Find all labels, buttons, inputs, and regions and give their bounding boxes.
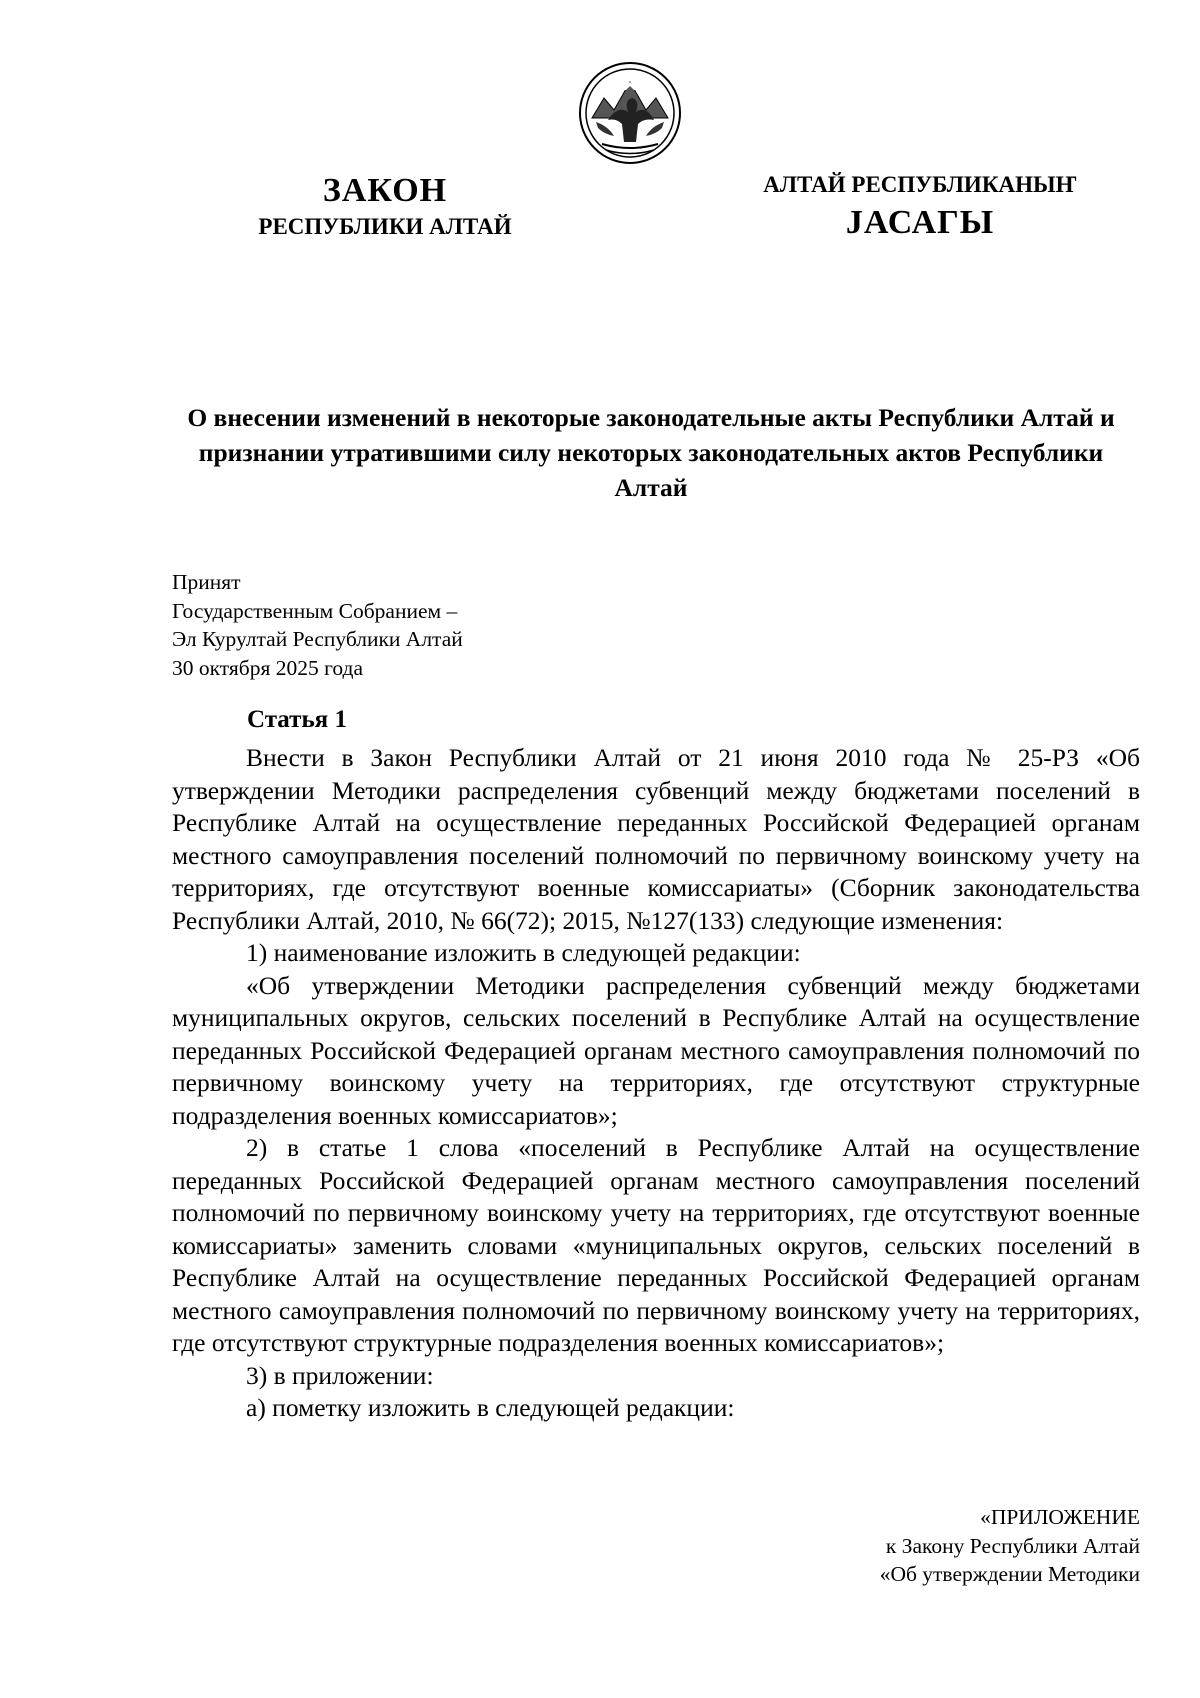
republic-heading: РЕСПУБЛИКИ АЛТАЙ	[258, 214, 512, 239]
appendix-line: «ПРИЛОЖЕНИЕ	[980, 1505, 1140, 1529]
emblem-icon	[578, 60, 682, 166]
header-right	[740, 170, 1100, 246]
document-title: О внесении изменений в некоторые законодательные акты Республики Алтай и признании утратившими силу некоторых законодательных актов Республики Алтай	[187, 403, 1115, 502]
altai-republic-heading: АЛТАЙ РЕСПУБЛИКАНЫҤ	[763, 172, 1077, 197]
article-paragraph: 3) в приложении:	[246, 1360, 434, 1390]
adoption-date: 30 октября 2025 года	[172, 655, 364, 680]
jasagy-heading: JАСАГЫ	[845, 204, 995, 241]
law-heading: ЗАКОН	[322, 172, 448, 209]
header-left	[255, 170, 515, 242]
article-heading: Статья 1	[247, 706, 347, 733]
article-paragraph: а) пометку изложить в следующей редакции:	[246, 1393, 735, 1422]
adopted-line: Принят	[172, 570, 241, 594]
adopted-by-line: Государственным Собранием –	[172, 598, 458, 623]
appendix-line: «Об утверждении Методики	[879, 1562, 1140, 1586]
adoption-block	[172, 568, 463, 682]
article-paragraph: Внести в Закон Республики Алтай от 21 июня 2010 года № 25-РЗ «Об утверждении Методики распределения субвенций между бюджетами поселений в Республике Алтай на осуществление переданных Российской Федерацией органам местного самоуправления поселений полномочий по первичному воинскому учету на территориях, где отсутствуют военные комиссариаты» (Сборник законодательства Республики Алтай, 2010, № 66(72); 2015, №127(133) следующие изменения:	[172, 743, 1140, 935]
article-paragraph: 2) в статье 1 слова «поселений в Республике Алтай на осуществление переданных Российской Федерацией органам местного самоуправления поселений полномочий по первичному воинскому учету на территориях, где отсутствуют военные комиссариаты» заменить словами «муниципальных округов, сельских поселений в Республике Алтай на осуществление переданных Российской Федерацией органам местного самоуправления полномочий по первичному воинскому учету на территориях, где отсутствуют структурные подразделения военных комиссариатов»;	[172, 1133, 1140, 1357]
appendix-line: к Закону Республики Алтай	[885, 1533, 1140, 1558]
coat-of-arms-emblem	[578, 60, 682, 166]
parliament-line: Эл Курултай Республики Алтай	[172, 627, 463, 651]
article-body	[172, 742, 1140, 1425]
article-paragraph: 1) наименование изложить в следующей редакции:	[246, 938, 801, 967]
article-paragraph: «Об утверждении Методики распределения субвенций между бюджетами муниципальных округов, сельских поселений в Республике Алтай на осуществление переданных Российской Федерацией органам местного самоуправления полномочий по первичному воинскому учету на территориях, где отсутствуют структурные подразделения военных комиссариатов»;	[172, 970, 1140, 1130]
appendix-note	[640, 1503, 1140, 1589]
